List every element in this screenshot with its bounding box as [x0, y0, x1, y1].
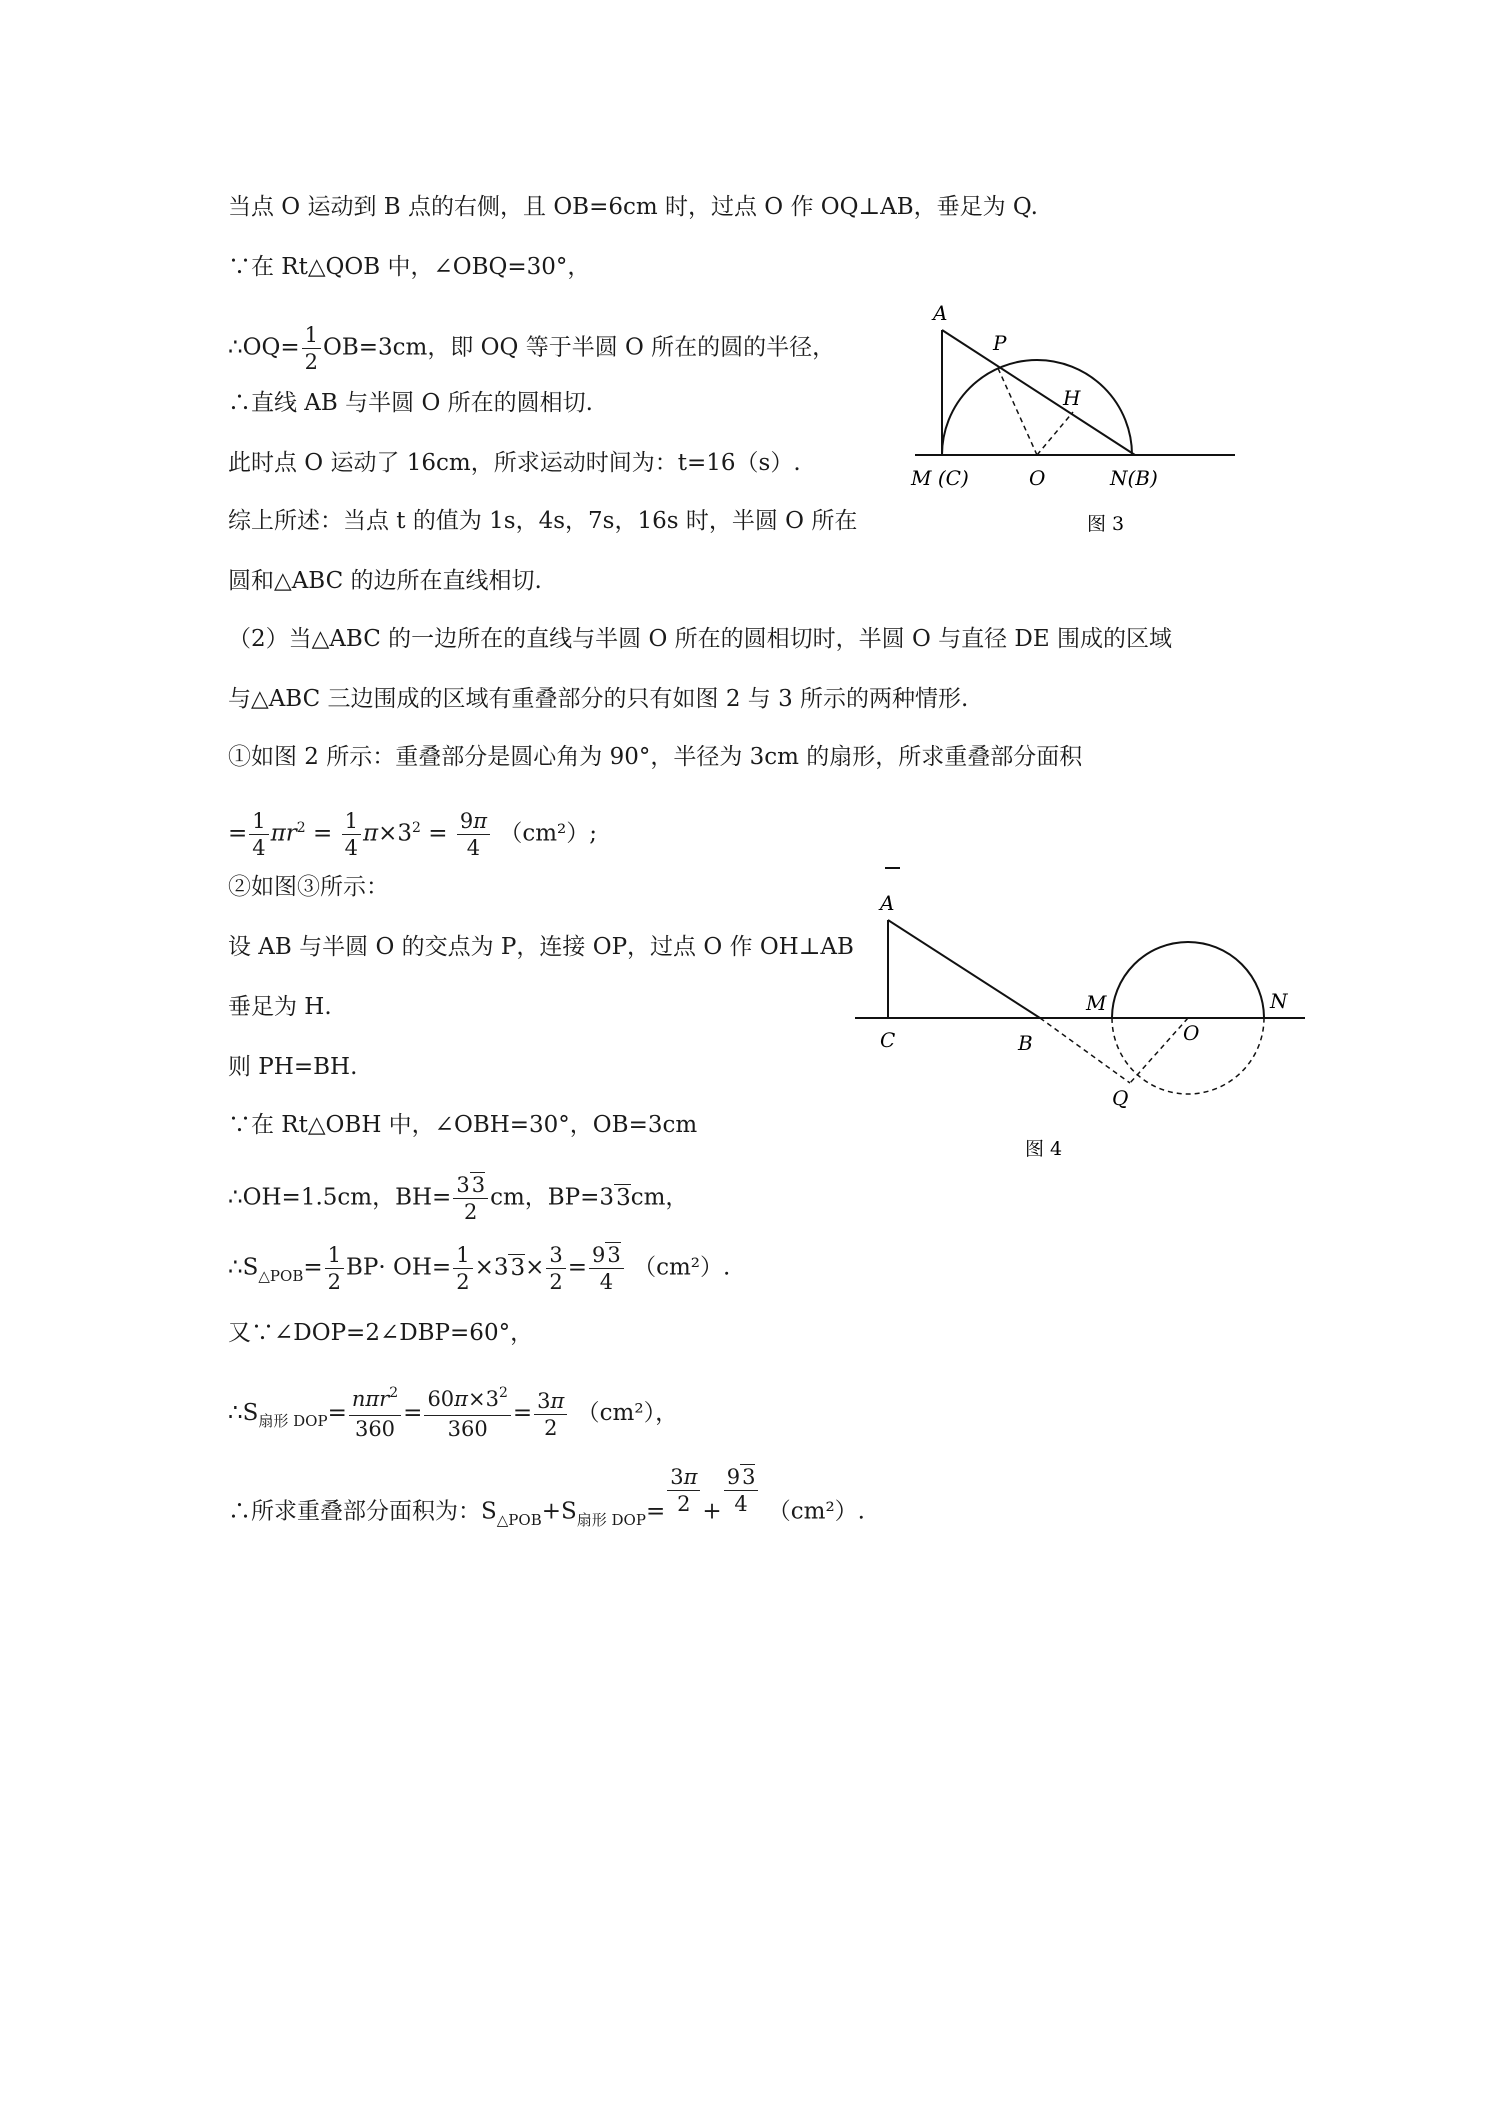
- formula-total-area: ∴所求重叠部分面积为：$S_{\triangle POB}+S_{扇形 DOP}=$ $\frac{3\pi}{2}$ + $\frac{93}{4}$ （cm²）.: [228, 1465, 865, 1529]
- figure-3-caption: 图 3: [1087, 513, 1125, 535]
- text-line-16: ∵在 Rt△OBH 中，∠OBH=30°，OB=3cm: [228, 1112, 698, 1138]
- text-line-3: ∴OQ= $\frac{1}{2}$ OB=3cm，即 OQ 等于半圆 O 所在的圆的半径，: [228, 323, 836, 374]
- text-line-12: ②如图③所示：: [228, 874, 389, 900]
- text-line-14: 垂足为 H.: [228, 994, 332, 1020]
- text-line-9: 与△ABC 三边围成的区域有重叠部分的只有如图 2 与 3 所示的两种情形.: [228, 686, 969, 712]
- formula-sector-dop: $\therefore S_{扇形 DOP}=$ $\frac{n\pi r^2}{360}$ = $\frac{60\pi\times 3^2}{360}$ = $\frac{3\pi}{2}$ （cm²），: [228, 1385, 679, 1441]
- text-line-2: ∵在 Rt△QOB 中，∠OBQ=30°，: [228, 254, 591, 280]
- label-h: H: [1063, 386, 1081, 410]
- text-line-6: 综上所述：当点 t 的值为 1s，4s，7s，16s 时，半圆 O 所在: [228, 508, 858, 534]
- figure-4: [850, 865, 1310, 1170]
- text-line-13: 设 AB 与半圆 O 的交点为 P，连接 OP，过点 O 作 OH⊥AB: [228, 934, 854, 960]
- label-o: O: [1183, 1021, 1200, 1045]
- label-a: A: [933, 301, 948, 325]
- text-line-10: ①如图 2 所示：重叠部分是圆心角为 90°，半径为 3cm 的扇形，所求重叠部分面积: [228, 744, 1083, 770]
- label-q: Q: [1112, 1086, 1129, 1110]
- label-b: B: [1018, 1031, 1033, 1055]
- formula-sector-area: = $\frac{1}{4}$ $\pi r^2$ = $\frac{1}{4}$ $\pi\times 3^2$ = $\frac{9\pi}{4}$ （cm²）;: [228, 809, 598, 860]
- text-line-7: 圆和△ABC 的边所在直线相切.: [228, 568, 542, 594]
- formula-oh-bh-bp: ∴OH=1.5cm，BH= $\frac{33}{2}$ cm，BP=33cm，: [228, 1173, 689, 1224]
- text-line-1: 当点 O 运动到 B 点的右侧，且 OB=6cm 时，过点 O 作 OQ⊥AB，垂足为 Q.: [228, 194, 1038, 220]
- fraction-one-half: $\frac{1}{2}$: [302, 322, 321, 375]
- text-line-15: 则 PH=BH.: [228, 1054, 358, 1080]
- figure-3: [905, 290, 1240, 550]
- label-p: P: [993, 331, 1007, 355]
- text-line-4: ∴直线 AB 与半圆 O 所在的圆相切.: [228, 390, 593, 416]
- label-n: N: [1270, 989, 1288, 1013]
- text-line-8: （2）当△ABC 的一边所在的直线与半圆 O 所在的圆相切时，半圆 O 与直径 DE 围成的区域: [228, 626, 1172, 652]
- label-m-c: M (C): [911, 466, 969, 490]
- label-n-b: N(B): [1110, 466, 1158, 490]
- figure-4-caption: 图 4: [1025, 1138, 1063, 1160]
- formula-triangle-area: $\therefore S_{\triangle POB}=$ $\frac{1}{2}$ BP· OH= $\frac{1}{2}$ ×33× $\frac{3}{2}$ = $\frac{93}{4}$ （cm²）.: [228, 1243, 731, 1294]
- label-a: A: [880, 891, 895, 915]
- label-o: O: [1029, 466, 1046, 490]
- label-m: M: [1086, 991, 1107, 1015]
- text-line-5: 此时点 O 运动了 16cm，所求运动时间为：t=16（s）.: [228, 450, 801, 476]
- text-line-19: 又∵∠DOP=2∠DBP=60°，: [228, 1320, 534, 1346]
- label-c: C: [880, 1028, 896, 1052]
